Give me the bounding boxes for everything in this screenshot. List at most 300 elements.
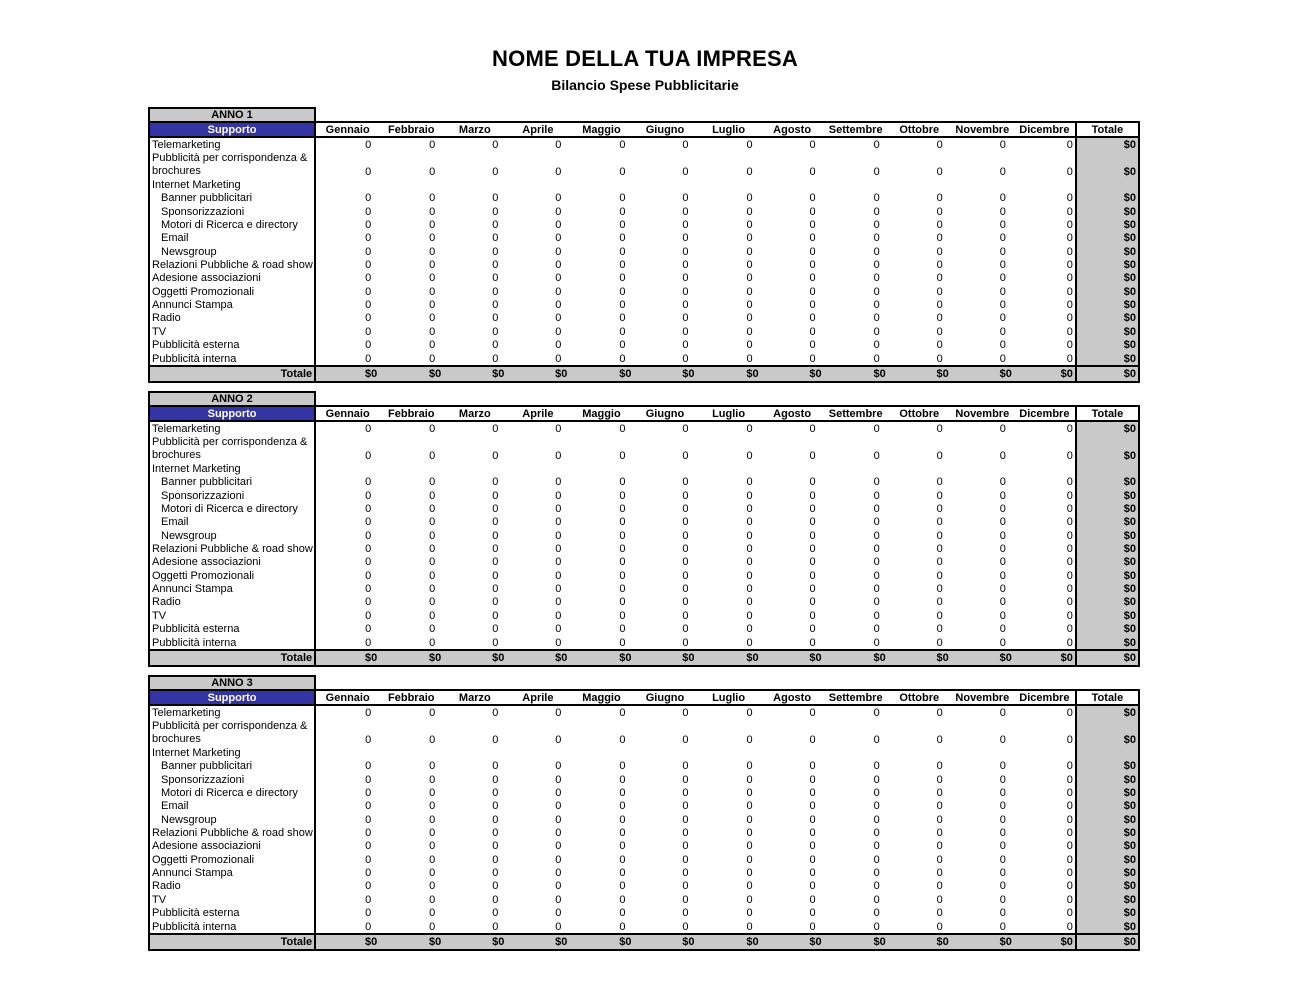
value-cell[interactable]: 0	[809, 205, 816, 218]
value-cell[interactable]: 0	[999, 423, 1006, 436]
value-cell[interactable]: 0	[682, 312, 689, 325]
value-cell[interactable]	[1014, 746, 1076, 759]
value-cell[interactable]: 0	[936, 773, 943, 786]
value-cell[interactable]: 0	[682, 259, 689, 272]
value-cell[interactable]: 0	[492, 489, 499, 502]
value-cell[interactable]: 0	[619, 707, 626, 720]
value-cell[interactable]: 0	[999, 232, 1006, 245]
value-cell[interactable]: 0	[429, 489, 436, 502]
value-cell[interactable]: 0	[1014, 920, 1076, 934]
value-cell[interactable]: 0	[873, 139, 880, 152]
value-cell[interactable]: 0	[429, 840, 436, 853]
value-cell[interactable]: 0	[492, 476, 499, 489]
value-cell[interactable]: 0	[809, 800, 816, 813]
value-cell[interactable]: 0	[873, 205, 880, 218]
value-cell[interactable]: 0	[429, 907, 436, 920]
value-cell[interactable]: 0	[1014, 258, 1076, 271]
value-cell[interactable]: 0	[492, 840, 499, 853]
value-cell[interactable]: 0	[999, 569, 1006, 582]
value-cell[interactable]: 0	[999, 503, 1006, 516]
value-cell[interactable]: 0	[492, 853, 499, 866]
value-cell[interactable]: 0	[809, 476, 816, 489]
value-cell[interactable]: 0	[619, 787, 626, 800]
value-cell[interactable]: 0	[429, 773, 436, 786]
value-cell[interactable]: 0	[873, 312, 880, 325]
value-cell[interactable]: 0	[492, 907, 499, 920]
value-cell[interactable]: 0	[492, 272, 499, 285]
value-cell[interactable]: 0	[999, 893, 1006, 906]
value-cell[interactable]: 0	[492, 596, 499, 609]
value-cell[interactable]: 0	[429, 556, 436, 569]
value-cell[interactable]: 0	[555, 920, 562, 933]
value-cell[interactable]: 0	[682, 787, 689, 800]
value-cell[interactable]: 0	[1014, 298, 1076, 311]
value-cell[interactable]: 0	[809, 166, 816, 179]
value-cell[interactable]: 0	[365, 192, 372, 205]
value-cell[interactable]: 0	[746, 352, 753, 365]
value-cell[interactable]: 0	[429, 569, 436, 582]
value-cell[interactable]: 0	[746, 232, 753, 245]
value-cell[interactable]: 0	[936, 245, 943, 258]
value-cell[interactable]: 0	[1014, 542, 1076, 555]
value-cell[interactable]: 0	[555, 867, 562, 880]
value-cell[interactable]: 0	[1014, 853, 1076, 866]
value-cell[interactable]: 0	[809, 489, 816, 502]
value-cell[interactable]: 0	[1014, 352, 1076, 366]
value-cell[interactable]: 0	[936, 734, 943, 747]
value-cell[interactable]: 0	[365, 760, 372, 773]
value-cell[interactable]: 0	[936, 489, 943, 502]
value-cell[interactable]: 0	[873, 867, 880, 880]
value-cell[interactable]: 0	[492, 325, 499, 338]
value-cell[interactable]: 0	[682, 529, 689, 542]
value-cell[interactable]: 0	[682, 232, 689, 245]
value-cell[interactable]: 0	[555, 325, 562, 338]
value-cell[interactable]: 0	[1014, 705, 1076, 719]
value-cell[interactable]: 0	[429, 423, 436, 436]
value-cell[interactable]: 0	[1014, 773, 1076, 786]
value-cell[interactable]: 0	[555, 813, 562, 826]
value-cell[interactable]: 0	[809, 259, 816, 272]
value-cell[interactable]	[824, 178, 888, 191]
value-cell[interactable]: 0	[873, 245, 880, 258]
value-cell[interactable]: 0	[682, 827, 689, 840]
value-cell[interactable]: 0	[936, 596, 943, 609]
value-cell[interactable]: 0	[936, 192, 943, 205]
value-cell[interactable]: 0	[1014, 609, 1076, 622]
value-cell[interactable]: 0	[492, 245, 499, 258]
value-cell[interactable]: 0	[936, 529, 943, 542]
value-cell[interactable]: 0	[873, 840, 880, 853]
value-cell[interactable]: 0	[429, 219, 436, 232]
value-cell[interactable]: 0	[873, 450, 880, 463]
value-cell[interactable]: 0	[999, 450, 1006, 463]
value-cell[interactable]: 0	[429, 325, 436, 338]
value-cell[interactable]: 0	[809, 192, 816, 205]
value-cell[interactable]: 0	[936, 583, 943, 596]
value-cell[interactable]: 0	[746, 787, 753, 800]
value-cell[interactable]: 0	[1014, 436, 1076, 463]
value-cell[interactable]: 0	[746, 867, 753, 880]
value-cell[interactable]: 0	[999, 760, 1006, 773]
value-cell[interactable]: 0	[365, 773, 372, 786]
value-cell[interactable]: 0	[365, 583, 372, 596]
value-cell[interactable]	[697, 462, 761, 475]
value-cell[interactable]: 0	[746, 707, 753, 720]
value-cell[interactable]: 0	[429, 734, 436, 747]
value-cell[interactable]: 0	[492, 734, 499, 747]
value-cell[interactable]: 0	[492, 450, 499, 463]
value-cell[interactable]: 0	[682, 219, 689, 232]
value-cell[interactable]: 0	[873, 827, 880, 840]
value-cell[interactable]: 0	[746, 476, 753, 489]
value-cell[interactable]	[697, 746, 761, 759]
value-cell[interactable]: 0	[809, 285, 816, 298]
value-cell[interactable]: 0	[365, 867, 372, 880]
value-cell[interactable]	[569, 462, 633, 475]
value-cell[interactable]: 0	[809, 503, 816, 516]
value-cell[interactable]: 0	[1014, 489, 1076, 502]
value-cell[interactable]: 0	[492, 760, 499, 773]
value-cell[interactable]	[697, 178, 761, 191]
value-cell[interactable]: 0	[936, 503, 943, 516]
value-cell[interactable]: 0	[936, 800, 943, 813]
value-cell[interactable]: 0	[873, 259, 880, 272]
value-cell[interactable]: 0	[999, 596, 1006, 609]
value-cell[interactable]: 0	[746, 827, 753, 840]
value-cell[interactable]	[379, 746, 443, 759]
value-cell[interactable]	[506, 178, 569, 191]
value-cell[interactable]: 0	[809, 139, 816, 152]
value-cell[interactable]: 0	[682, 867, 689, 880]
value-cell[interactable]: 0	[999, 787, 1006, 800]
value-cell[interactable]: 0	[555, 245, 562, 258]
value-cell[interactable]: 0	[682, 907, 689, 920]
value-cell[interactable]: 0	[1014, 880, 1076, 893]
value-cell[interactable]: 0	[682, 192, 689, 205]
value-cell[interactable]: 0	[1014, 720, 1076, 747]
value-cell[interactable]: 0	[682, 543, 689, 556]
value-cell[interactable]: 0	[682, 636, 689, 649]
value-cell[interactable]: 0	[1014, 760, 1076, 773]
value-cell[interactable]: 0	[619, 569, 626, 582]
value-cell[interactable]: 0	[1014, 312, 1076, 325]
value-cell[interactable]: 0	[809, 636, 816, 649]
value-cell[interactable]: 0	[619, 529, 626, 542]
value-cell[interactable]: 0	[746, 166, 753, 179]
value-cell[interactable]: 0	[365, 489, 372, 502]
value-cell[interactable]: 0	[936, 827, 943, 840]
value-cell[interactable]: 0	[619, 272, 626, 285]
value-cell[interactable]: 0	[936, 893, 943, 906]
value-cell[interactable]: 0	[1014, 192, 1076, 205]
value-cell[interactable]: 0	[555, 516, 562, 529]
value-cell[interactable]: 0	[492, 259, 499, 272]
value-cell[interactable]: 0	[365, 166, 372, 179]
value-cell[interactable]	[443, 462, 506, 475]
value-cell[interactable]: 0	[809, 596, 816, 609]
value-cell[interactable]: 0	[809, 516, 816, 529]
value-cell[interactable]: 0	[999, 827, 1006, 840]
value-cell[interactable]: 0	[1014, 285, 1076, 298]
value-cell[interactable]: 0	[619, 623, 626, 636]
value-cell[interactable]: 0	[492, 503, 499, 516]
value-cell[interactable]: 0	[809, 760, 816, 773]
value-cell[interactable]: 0	[555, 623, 562, 636]
value-cell[interactable]	[569, 746, 633, 759]
value-cell[interactable]: 0	[682, 556, 689, 569]
value-cell[interactable]: 0	[999, 339, 1006, 352]
value-cell[interactable]: 0	[999, 853, 1006, 866]
value-cell[interactable]: 0	[365, 285, 372, 298]
value-cell[interactable]: 0	[429, 707, 436, 720]
value-cell[interactable]: 0	[619, 583, 626, 596]
value-cell[interactable]: 0	[429, 166, 436, 179]
value-cell[interactable]: 0	[492, 623, 499, 636]
value-cell[interactable]: 0	[873, 707, 880, 720]
value-cell[interactable]: 0	[555, 259, 562, 272]
value-cell[interactable]: 0	[619, 259, 626, 272]
value-cell[interactable]: 0	[873, 920, 880, 933]
value-cell[interactable]: 0	[936, 219, 943, 232]
value-cell[interactable]: 0	[682, 773, 689, 786]
value-cell[interactable]: 0	[365, 543, 372, 556]
value-cell[interactable]: 0	[1014, 623, 1076, 636]
value-cell[interactable]: 0	[555, 569, 562, 582]
value-cell[interactable]: 0	[809, 272, 816, 285]
value-cell[interactable]: 0	[365, 556, 372, 569]
value-cell[interactable]: 0	[365, 325, 372, 338]
value-cell[interactable]: 0	[682, 880, 689, 893]
value-cell[interactable]: 0	[746, 259, 753, 272]
value-cell[interactable]: 0	[809, 893, 816, 906]
value-cell[interactable]: 0	[365, 840, 372, 853]
value-cell[interactable]: 0	[492, 813, 499, 826]
value-cell[interactable]	[315, 178, 379, 191]
value-cell[interactable]: 0	[619, 773, 626, 786]
value-cell[interactable]: 0	[492, 827, 499, 840]
value-cell[interactable]: 0	[555, 853, 562, 866]
value-cell[interactable]: 0	[1014, 205, 1076, 218]
value-cell[interactable]: 0	[682, 516, 689, 529]
value-cell[interactable]: 0	[999, 623, 1006, 636]
value-cell[interactable]: 0	[1014, 866, 1076, 879]
value-cell[interactable]: 0	[746, 543, 753, 556]
value-cell[interactable]: 0	[809, 232, 816, 245]
value-cell[interactable]: 0	[746, 325, 753, 338]
value-cell[interactable]: 0	[936, 840, 943, 853]
value-cell[interactable]: 0	[809, 707, 816, 720]
value-cell[interactable]: 0	[1014, 218, 1076, 231]
value-cell[interactable]: 0	[999, 773, 1006, 786]
value-cell[interactable]: 0	[619, 205, 626, 218]
value-cell[interactable]: 0	[936, 272, 943, 285]
value-cell[interactable]: 0	[873, 773, 880, 786]
value-cell[interactable]: 0	[619, 192, 626, 205]
value-cell[interactable]: 0	[873, 800, 880, 813]
value-cell[interactable]: 0	[555, 139, 562, 152]
value-cell[interactable]: 0	[492, 219, 499, 232]
value-cell[interactable]: 0	[619, 232, 626, 245]
value-cell[interactable]: 0	[492, 285, 499, 298]
value-cell[interactable]: 0	[429, 827, 436, 840]
value-cell[interactable]: 0	[682, 503, 689, 516]
value-cell[interactable]: 0	[619, 636, 626, 649]
value-cell[interactable]: 0	[492, 609, 499, 622]
value-cell[interactable]: 0	[619, 880, 626, 893]
value-cell[interactable]: 0	[873, 503, 880, 516]
value-cell[interactable]: 0	[873, 569, 880, 582]
value-cell[interactable]: 0	[365, 734, 372, 747]
value-cell[interactable]: 0	[365, 853, 372, 866]
value-cell[interactable]: 0	[746, 245, 753, 258]
value-cell[interactable]: 0	[682, 205, 689, 218]
value-cell[interactable]: 0	[999, 352, 1006, 365]
value-cell[interactable]: 0	[365, 139, 372, 152]
value-cell[interactable]	[824, 746, 888, 759]
value-cell[interactable]: 0	[682, 853, 689, 866]
value-cell[interactable]: 0	[429, 476, 436, 489]
value-cell[interactable]: 0	[809, 245, 816, 258]
value-cell[interactable]: 0	[746, 516, 753, 529]
value-cell[interactable]: 0	[746, 840, 753, 853]
value-cell[interactable]: 0	[1014, 556, 1076, 569]
value-cell[interactable]: 0	[999, 139, 1006, 152]
value-cell[interactable]: 0	[999, 734, 1006, 747]
value-cell[interactable]: 0	[809, 773, 816, 786]
value-cell[interactable]: 0	[429, 623, 436, 636]
value-cell[interactable]: 0	[873, 476, 880, 489]
value-cell[interactable]: 0	[619, 245, 626, 258]
value-cell[interactable]: 0	[873, 543, 880, 556]
value-cell[interactable]: 0	[999, 192, 1006, 205]
value-cell[interactable]: 0	[619, 312, 626, 325]
value-cell[interactable]: 0	[555, 219, 562, 232]
value-cell[interactable]: 0	[999, 609, 1006, 622]
value-cell[interactable]: 0	[999, 543, 1006, 556]
value-cell[interactable]: 0	[429, 813, 436, 826]
value-cell[interactable]: 0	[809, 787, 816, 800]
value-cell[interactable]: 0	[492, 529, 499, 542]
value-cell[interactable]: 0	[746, 596, 753, 609]
value-cell[interactable]: 0	[746, 569, 753, 582]
value-cell[interactable]: 0	[555, 556, 562, 569]
value-cell[interactable]: 0	[746, 423, 753, 436]
value-cell[interactable]: 0	[999, 325, 1006, 338]
value-cell[interactable]: 0	[682, 840, 689, 853]
value-cell[interactable]: 0	[682, 245, 689, 258]
value-cell[interactable]: 0	[682, 609, 689, 622]
value-cell[interactable]: 0	[429, 787, 436, 800]
value-cell[interactable]: 0	[873, 734, 880, 747]
value-cell[interactable]: 0	[682, 285, 689, 298]
value-cell[interactable]: 0	[365, 259, 372, 272]
value-cell[interactable]: 0	[746, 893, 753, 906]
value-cell[interactable]: 0	[746, 636, 753, 649]
value-cell[interactable]: 0	[936, 312, 943, 325]
value-cell[interactable]: 0	[429, 339, 436, 352]
value-cell[interactable]: 0	[999, 636, 1006, 649]
value-cell[interactable]: 0	[492, 166, 499, 179]
value-cell[interactable]: 0	[429, 205, 436, 218]
value-cell[interactable]: 0	[936, 707, 943, 720]
value-cell[interactable]: 0	[365, 205, 372, 218]
value-cell[interactable]: 0	[555, 893, 562, 906]
value-cell[interactable]: 0	[365, 529, 372, 542]
value-cell[interactable]: 0	[492, 787, 499, 800]
value-cell[interactable]: 0	[936, 880, 943, 893]
value-cell[interactable]: 0	[429, 880, 436, 893]
value-cell[interactable]: 0	[555, 192, 562, 205]
value-cell[interactable]: 0	[746, 312, 753, 325]
value-cell[interactable]: 0	[429, 312, 436, 325]
value-cell[interactable]: 0	[999, 205, 1006, 218]
value-cell[interactable]: 0	[999, 259, 1006, 272]
value-cell[interactable]	[888, 746, 951, 759]
value-cell[interactable]	[1014, 178, 1076, 191]
value-cell[interactable]: 0	[873, 489, 880, 502]
value-cell[interactable]: 0	[492, 312, 499, 325]
value-cell[interactable]: 0	[999, 907, 1006, 920]
value-cell[interactable]: 0	[1014, 152, 1076, 179]
value-cell[interactable]: 0	[682, 583, 689, 596]
value-cell[interactable]: 0	[619, 285, 626, 298]
value-cell[interactable]: 0	[746, 800, 753, 813]
value-cell[interactable]: 0	[809, 583, 816, 596]
value-cell[interactable]: 0	[555, 543, 562, 556]
value-cell[interactable]	[569, 178, 633, 191]
value-cell[interactable]: 0	[619, 760, 626, 773]
value-cell[interactable]: 0	[936, 205, 943, 218]
value-cell[interactable]	[506, 746, 569, 759]
value-cell[interactable]: 0	[492, 352, 499, 365]
value-cell[interactable]: 0	[555, 707, 562, 720]
value-cell[interactable]: 0	[746, 609, 753, 622]
value-cell[interactable]: 0	[999, 880, 1006, 893]
value-cell[interactable]: 0	[873, 907, 880, 920]
value-cell[interactable]: 0	[682, 325, 689, 338]
value-cell[interactable]: 0	[999, 299, 1006, 312]
value-cell[interactable]: 0	[555, 827, 562, 840]
value-cell[interactable]: 0	[809, 880, 816, 893]
value-cell[interactable]: 0	[746, 734, 753, 747]
value-cell[interactable]: 0	[873, 192, 880, 205]
value-cell[interactable]: 0	[429, 853, 436, 866]
value-cell[interactable]: 0	[746, 529, 753, 542]
value-cell[interactable]: 0	[555, 800, 562, 813]
value-cell[interactable]: 0	[1014, 476, 1076, 489]
value-cell[interactable]	[443, 178, 506, 191]
value-cell[interactable]: 0	[365, 893, 372, 906]
value-cell[interactable]: 0	[1014, 840, 1076, 853]
value-cell[interactable]: 0	[936, 609, 943, 622]
value-cell[interactable]: 0	[619, 352, 626, 365]
value-cell[interactable]: 0	[746, 880, 753, 893]
value-cell[interactable]: 0	[1014, 272, 1076, 285]
value-cell[interactable]: 0	[365, 813, 372, 826]
value-cell[interactable]: 0	[746, 139, 753, 152]
value-cell[interactable]: 0	[809, 529, 816, 542]
value-cell[interactable]: 0	[555, 352, 562, 365]
value-cell[interactable]: 0	[492, 569, 499, 582]
value-cell[interactable]: 0	[619, 543, 626, 556]
value-cell[interactable]: 0	[809, 556, 816, 569]
value-cell[interactable]: 0	[809, 219, 816, 232]
value-cell[interactable]: 0	[936, 920, 943, 933]
value-cell[interactable]: 0	[809, 827, 816, 840]
value-cell[interactable]: 0	[1014, 636, 1076, 650]
value-cell[interactable]: 0	[746, 192, 753, 205]
